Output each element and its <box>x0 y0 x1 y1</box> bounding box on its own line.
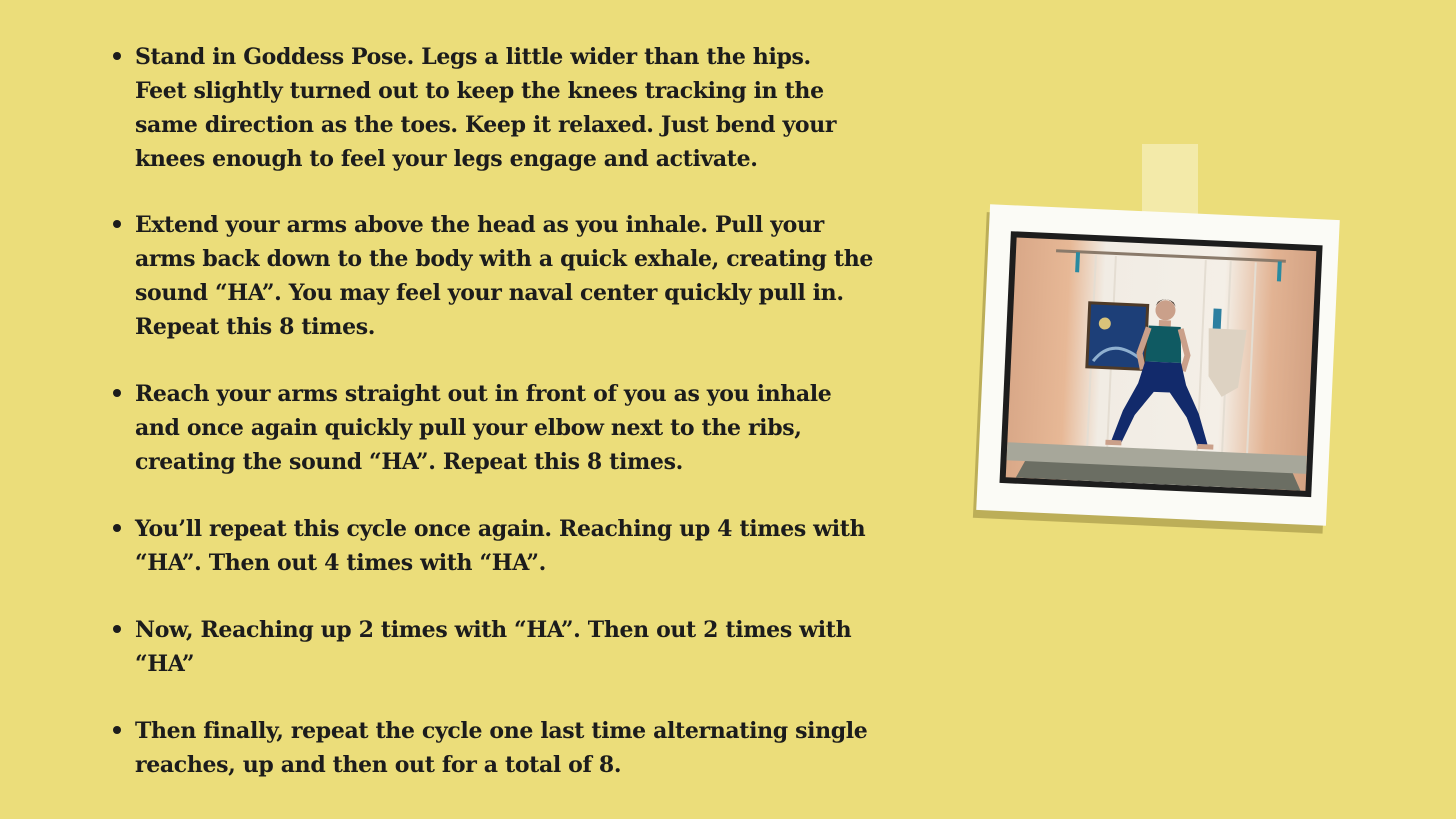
bullet-icon <box>113 220 121 228</box>
instruction-item <box>112 512 912 580</box>
instruction-text: Stand in Goddess Pose. Legs a little wider than the hips. Feet slightly turned out to keep the knees tracking in the same direction as the toes. Keep it relaxed. Just bend your knees enough to feel your legs engage and activate. <box>135 44 837 172</box>
instruction-item <box>112 377 912 479</box>
photo-scene <box>1006 237 1317 490</box>
instruction-text: Reach your arms straight out in front of you as you inhale and once again quickly pull your elbow next to the ribs, creating the sound “HA”. Repeat this 8 times. <box>135 381 832 475</box>
bullet-icon <box>113 625 121 633</box>
goddess-pose-photo <box>999 231 1322 497</box>
instruction-text: You’ll repeat this cycle once again. Reaching up 4 times with “HA”. Then out 4 times with “HA”. <box>135 516 866 576</box>
instruction-text: Extend your arms above the head as you inhale. Pull your arms back down to the body with a quick exhale, creating the sound “HA”. You may feel your naval center quickly pull in. Repeat this 8 times. <box>135 212 873 340</box>
instruction-item <box>112 613 912 681</box>
photo-frame <box>976 204 1340 526</box>
bullet-icon <box>113 389 121 397</box>
bullet-icon <box>113 524 121 532</box>
instruction-item <box>112 208 912 344</box>
instruction-item <box>112 714 912 782</box>
bullet-icon <box>113 726 121 734</box>
yoga-person-illustration <box>1006 237 1317 490</box>
instruction-text: Now, Reaching up 2 times with “HA”. Then out 2 times with “HA” <box>135 617 852 677</box>
instruction-item <box>112 40 912 176</box>
instruction-text: Then finally, repeat the cycle one last time alternating single reaches, up and then out for a total of 8. <box>135 718 868 778</box>
bullet-icon <box>113 52 121 60</box>
